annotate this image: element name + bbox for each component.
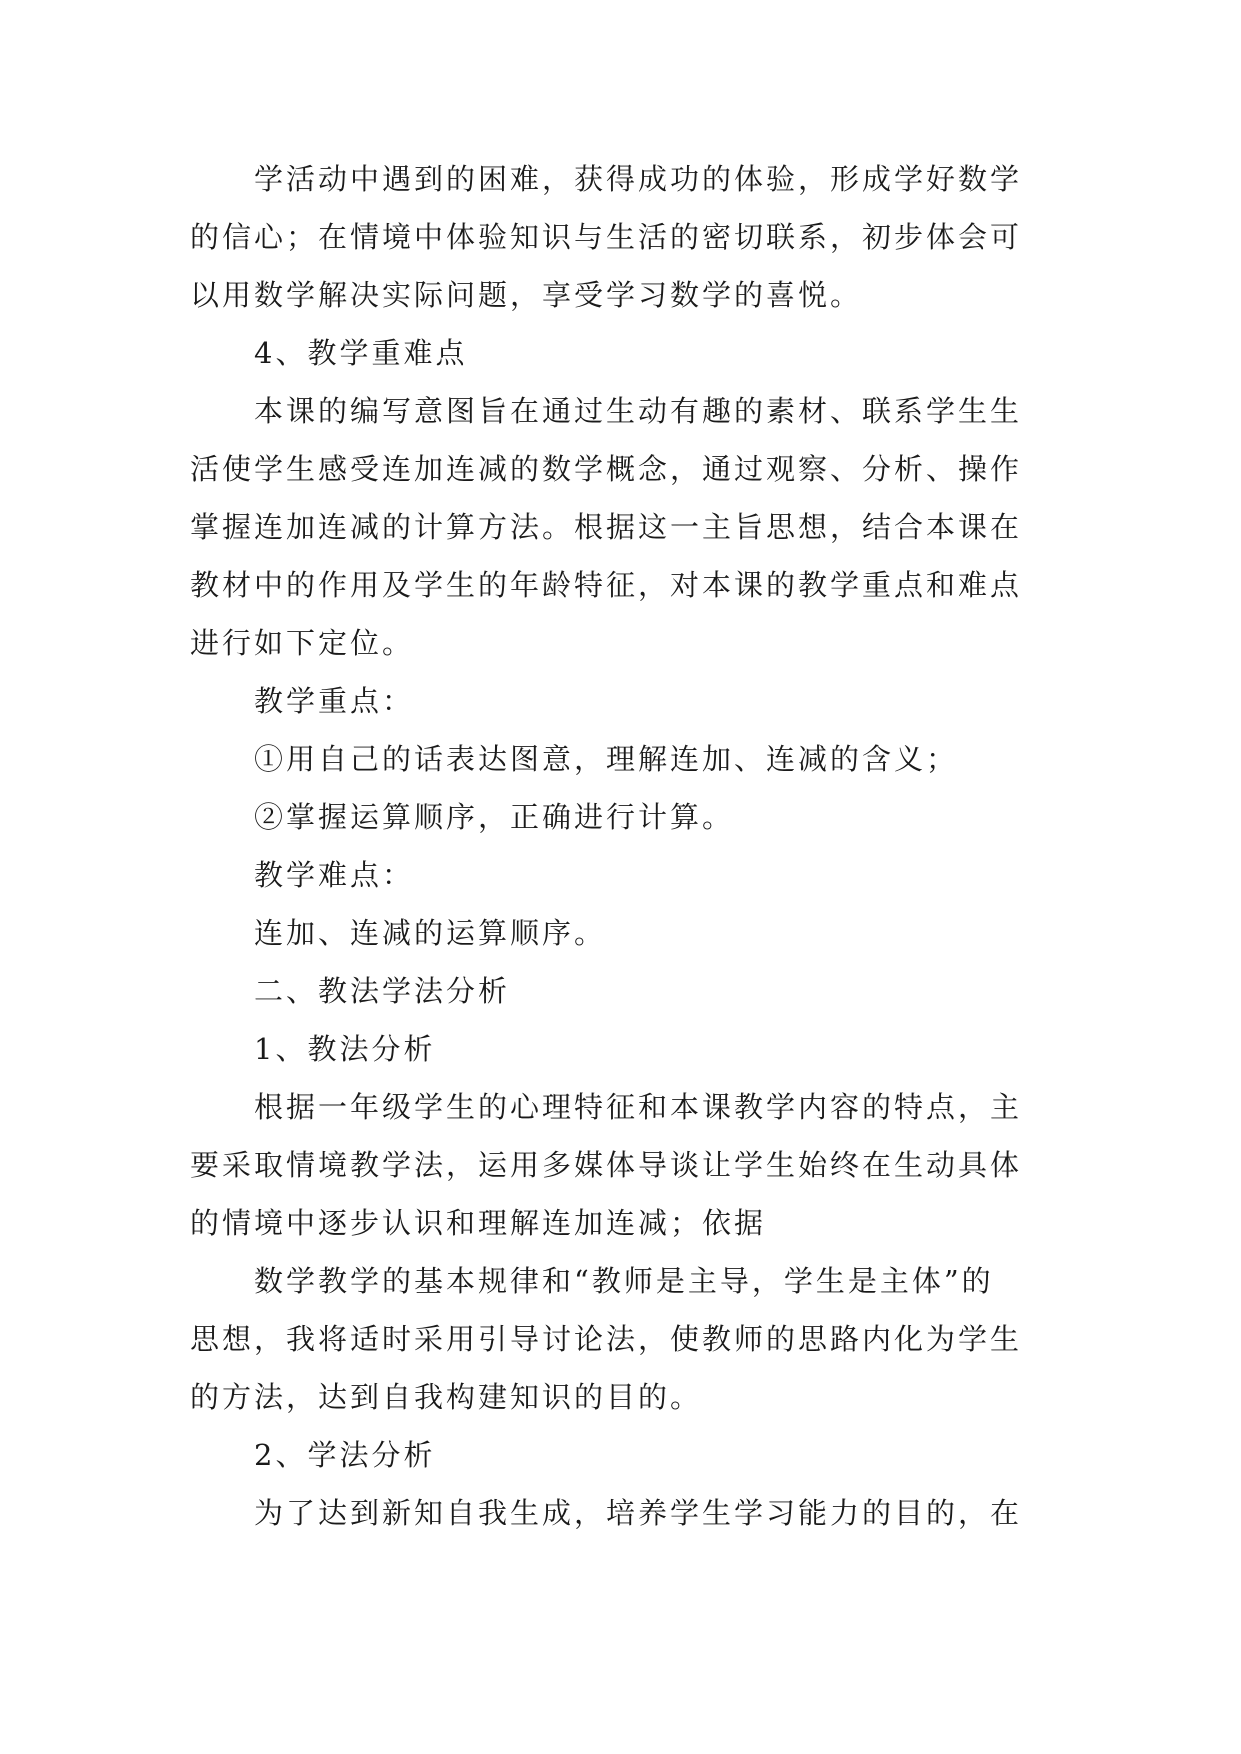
text-line: 掌握连加连减的计算方法。根据这一主旨思想，结合本课在 [190, 510, 1023, 544]
text-line: 的信心；在情境中体验知识与生活的密切联系，初步体会可 [190, 220, 1023, 254]
subheading: 教学重点： [254, 684, 415, 718]
list-item: ①用自己的话表达图意，理解连加、连减的含义； [254, 742, 959, 776]
text-line: 根据一年级学生的心理特征和本课教学内容的特点，主 [254, 1090, 1023, 1124]
text-line: 教材中的作用及学生的年龄特征，对本课的教学重点和难点 [190, 568, 1023, 602]
text-line: 要采取情境教学法，运用多媒体导谈让学生始终在生动具体 [190, 1148, 1023, 1182]
section-heading: 1、教法分析 [254, 1032, 436, 1066]
list-item: ②掌握运算顺序，正确进行计算。 [254, 800, 735, 834]
text-line: 数学教学的基本规律和“教师是主导，学生是主体”的 [254, 1264, 994, 1298]
section-heading: 2、学法分析 [254, 1438, 436, 1472]
subheading: 教学难点： [254, 858, 415, 892]
section-heading: 二、教法学法分析 [254, 974, 511, 1008]
document-body [190, 150, 1050, 1542]
text-line: 进行如下定位。 [190, 626, 415, 660]
text-line: 学活动中遇到的困难，获得成功的体验，形成学好数学 [254, 162, 1023, 196]
text-line: 以用数学解决实际问题，享受学习数学的喜悦。 [190, 278, 863, 312]
text-line: 连加、连减的运算顺序。 [254, 916, 607, 950]
text-line: 的方法，达到自我构建知识的目的。 [190, 1380, 703, 1414]
section-heading: 4、教学重难点 [254, 336, 468, 370]
text-line: 为了达到新知自我生成，培养学生学习能力的目的，在 [254, 1496, 1023, 1530]
text-line: 本课的编写意图旨在通过生动有趣的素材、联系学生生 [254, 394, 1023, 428]
text-line: 思想，我将适时采用引导讨论法，使教师的思路内化为学生 [190, 1322, 1023, 1356]
text-line: 的情境中逐步认识和理解连加连减；依据 [190, 1206, 767, 1240]
text-line: 活使学生感受连加连减的数学概念，通过观察、分析、操作 [190, 452, 1023, 486]
